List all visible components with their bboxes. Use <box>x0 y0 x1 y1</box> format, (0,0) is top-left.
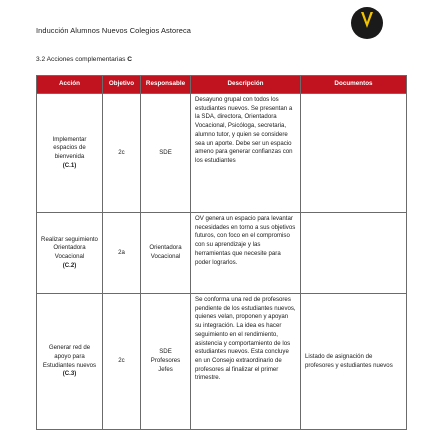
cell-objetivo: 2a <box>103 213 141 294</box>
table-row <box>37 294 407 430</box>
table-header-row <box>37 76 407 94</box>
section-title-letter: C <box>127 56 133 63</box>
section-title-prefix: 3.2 Acciones complementarias <box>36 56 128 63</box>
accion-code: (C.1) <box>62 161 77 169</box>
accion-code: (C.3) <box>62 370 77 378</box>
column-header-accion: Acción <box>37 76 103 94</box>
column-header-documentos: Documentos <box>301 76 407 94</box>
cell-objetivo: 2c <box>103 94 141 213</box>
section-title <box>36 56 132 63</box>
accion-text: Generar red de apoyo para Estudiantes nuevos <box>42 344 97 369</box>
column-header-objetivo: Objetivo <box>103 76 141 94</box>
accion-code: (C.2) <box>62 261 77 269</box>
cell-objetivo: 2c <box>103 294 141 430</box>
page-header-title: Inducción Alumnos Nuevos Colegios Astoreca <box>36 26 191 35</box>
column-header-descripcion: Descripción <box>191 76 301 94</box>
cell-descripcion: OV genera un espacio para levantar necesidades en torno a sus objetivos futuros, con foco en el compromiso con su aprendizaje y las herramientas que necesite para poder lograrlos. <box>191 213 301 294</box>
cell-accion <box>37 213 103 294</box>
cell-documentos <box>301 94 407 213</box>
cell-descripcion: Se conforma una red de profesores pendiente de los estudiantes nuevos, quienes velan, proponen y apoyan su integración. La idea es hacer seguimiento en el rendimiento, asistencia y comportamiento de los estudiantes nuevos. Esta concluye en un Consejo extraordinario de profesores al finalizar el primer trimestre. <box>191 294 301 430</box>
cell-documentos: Listado de asignación de profesores y estudiantes nuevos <box>301 294 407 430</box>
table-row <box>37 94 407 213</box>
cell-documentos <box>301 213 407 294</box>
astoreca-logo-icon <box>350 6 384 40</box>
cell-accion <box>37 94 103 213</box>
cell-responsable: SDE Profesores Jefes <box>141 294 191 430</box>
cell-descripcion: Desayuno grupal con todos los estudiantes nuevos. Se presentan a la SDA, directora, Orientadora Vocacional, Psicóloga, secretaria, alumno tutor, y quien se considere sea un aporte. Debe ser un espacio ameno para generar confianzas con los estudiantes <box>191 94 301 213</box>
cell-responsable: SDE <box>141 94 191 213</box>
actions-table <box>36 75 407 430</box>
cell-accion <box>37 294 103 430</box>
table-row <box>37 213 407 294</box>
column-header-responsable: Responsable <box>141 76 191 94</box>
accion-text: Implementar espacios de bienvenida <box>52 135 87 160</box>
accion-text: Realizar seguimiento Orientadora Vocacional <box>41 235 98 260</box>
cell-responsable: Orientadora Vocacional <box>141 213 191 294</box>
